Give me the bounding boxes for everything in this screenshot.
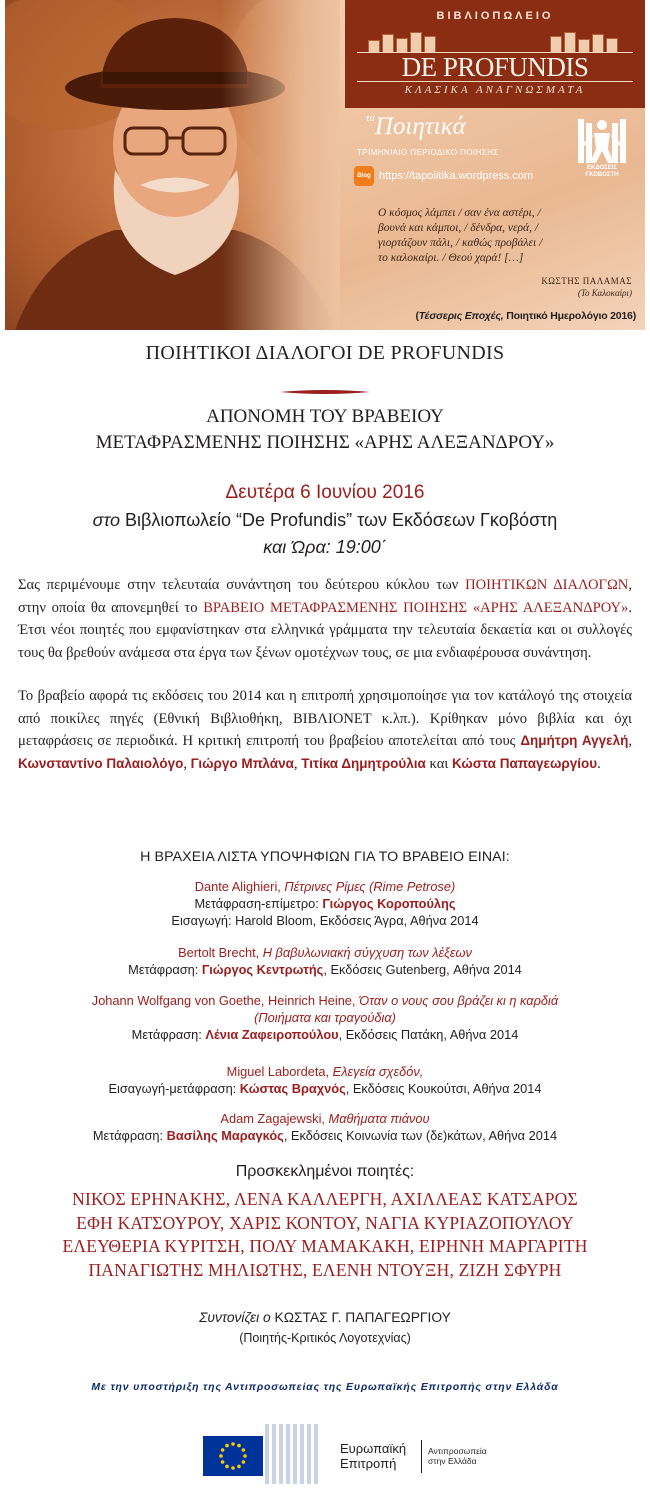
header-banner — [0, 0, 650, 330]
bookshop-label: ΒΙΒΛΙΟΠΩΛΕΙΟ — [436, 10, 554, 22]
support-line: Με την υποστήριξη της Αντιπροσωπείας της Ευρωπαϊκής Επιτροπής στην Ελλάδα — [91, 1381, 559, 1393]
invited-line: ΕΛΕΥΘΕΡΙΑ ΚΥΡΙΤΣΗ, ΠΟΛΥ ΜΑΜΑΚΑΚΗ, ΕΙΡΗΝΗ ΜΑΡΓΑΡΙΤΗ — [62, 1236, 588, 1256]
book-title: Η βαβυλωνιακή σύγχυση των λέξεων — [262, 945, 472, 960]
coordinator-prefix: Συντονίζει ο — [199, 1310, 275, 1325]
book-title: Μαθήματα πιάνου — [328, 1111, 430, 1126]
poetika-logo — [366, 113, 466, 141]
book-title: Όταν ο νους σου βράζει κι η καρδιά — [359, 993, 559, 1008]
shortlist-entry: Bertolt Brecht, Η βαβυλωνιακή σύγχυση των λέξεων Μετάφραση: Γιώργος Κεντρωτής, Εκδόσεις Gutenberg, Αθήνα 2014 — [128, 945, 522, 977]
quote-line: το καλοκαίρι. / Θεού χαρά! […] — [378, 252, 524, 264]
poet-portrait — [5, 0, 340, 330]
quote-line: γιορτάζουν πάλι, / καθώς προβάλει / — [378, 237, 543, 249]
source-rest: Ποιητικό Ημερολόγιο 2016) — [503, 310, 636, 322]
publisher-logo-text: ΕΚΔΟΣΕΙΣ ΓΚΟΒΟΣΤΗ — [585, 165, 619, 178]
quote-source: (Τέσσερις Εποχές, Ποιητικό Ημερολόγιο 2016) — [415, 310, 636, 322]
quote-work: (Το Καλοκαίρι) — [577, 288, 632, 298]
quote-line: βουνά και κάμποι, / δένδρα, νερά, / — [378, 222, 539, 234]
european-commission-logo-icon — [195, 1420, 325, 1490]
blog-icon: Blog — [354, 166, 374, 186]
translator-name: Κώστας Βραχνός — [239, 1081, 346, 1096]
divider-ornament — [280, 389, 370, 395]
book-title: Ελεγεία σχεδόν, — [332, 1064, 424, 1079]
invited-poets-list — [0, 1188, 650, 1282]
award-highlight: ΒΡΑΒΕΙΟ ΜΕΤΑΦΡΑΣΜΕΝΗΣ ΠΟΙΗΣΗΣ «ΑΡΗΣ ΑΛΕΞΑΝΔΡΟΥ» — [203, 599, 629, 616]
judge-name: Γιώργο Μπλάνα — [190, 755, 294, 771]
event-date: Δευτέρα 6 Ιουνίου 2016 — [225, 482, 425, 503]
shortlist-heading: Η ΒΡΑΧΕΙΑ ΛΙΣΤΑ ΥΠΟΨΗΦΙΩΝ ΓΙΑ ΤΟ ΒΡΑΒΕΙΟ ΕΙΝΑΙ: — [140, 849, 510, 865]
book-title: Πέτρινες Ρίμες (Rime Petrose) — [284, 879, 456, 894]
blog-url-link[interactable]: https://tapoiitika.wordpress.com — [379, 170, 534, 182]
ec-name: Ευρωπαϊκή Επιτροπή — [340, 1441, 407, 1471]
intro-paragraph-2: Το βραβείο αφορά τις εκδόσεις του 2014 και η επιτροπή χρησιμοποίησε για τον κατάλογό της στοιχεία από ποικίλες πηγές (Εθνική Βιβλιοθήκη, ΒΙΒΛΙΟΝΕΤ κ.λπ.). Κρίθηκαν μόνο βιβλία και όχι μεταφράσεις σε περιοδικά. Η κριτική επιτροπή του βραβείου αποτελείται από τους Δημήτρη Αγγελή, Κωνσταντίνο Παλαιολόγο, Γιώργο Μπλάνα, Τιτίκα Δημητρούλια και Κώστα Παπαγεωργίου. — [18, 688, 632, 772]
quote-line: Ο κόσμος λάμπει / σαν ένα αστέρι, / — [378, 207, 541, 219]
palamas-quote — [378, 206, 618, 266]
bookshop-subtitle: ΚΛΑΣΙΚΑ ΑΝΑΓΝΩΣΜΑΤΑ — [404, 84, 586, 96]
invited-line: ΠΑΝΑΓΙΩΤΗΣ ΜΗΛΙΩΤΗΣ, ΕΛΕΝΗ ΝΤΟΥΞΗ, ΖΙΖΗ ΣΦΥΡΗ — [88, 1259, 562, 1280]
bookshop-name: DE PROFUNDIS — [357, 52, 633, 82]
coordinator — [0, 1310, 650, 1325]
invited-line: ΕΦΗ ΚΑΤΣΟΥΡΟΥ, ΧΑΡΙΣ ΚΟΝΤΟΥ, ΝΑΓΙΑ ΚΥΡΙΑΖΟΠΟΥΛΟΥ — [76, 1212, 574, 1233]
poetika-prefix: τα — [366, 113, 375, 124]
book-subtitle: (Ποιήματα και τραγούδια) — [254, 1010, 396, 1025]
judge-name: Δημήτρη Αγγελή — [520, 733, 629, 748]
shortlist-entry: Miguel Labordeta, Ελεγεία σχεδόν, Εισαγωγή-μετάφραση: Κώστας Βραχνός, Εκδόσεις Κουκούτσι, Αθήνα 2014 — [108, 1064, 542, 1096]
translator-name: Βασίλης Μαραγκός — [166, 1128, 284, 1143]
venue-name: Βιβλιοπωλείο “De Profundis” των Εκδόσεων Γκοβόστη — [120, 510, 558, 530]
poetika-title: Ποιητικά — [374, 113, 466, 140]
coordinator-role: (Ποιητής-Κριτικός Λογοτεχνίας) — [239, 1331, 411, 1345]
judge-name: Κώστα Παπαγεωργίου — [451, 755, 598, 771]
coordinator-name: ΚΩΣΤΑΣ Γ. ΠΑΠΑΓΕΩΡΓΙΟΥ — [274, 1310, 451, 1325]
judge-name: Κωνσταντίνο Παλαιολόγο — [18, 755, 184, 771]
translator-name: Λένια Ζαφειροπούλου — [205, 1027, 339, 1042]
source-title: Τέσσερις Εποχές, — [418, 310, 504, 322]
translator-name: Γιώργος Κεντρωτής — [201, 962, 324, 977]
invited-line: ΝΙΚΟΣ ΕΡΗΝΑΚΗΣ, ΛΕΝΑ ΚΑΛΛΕΡΓΗ, ΑΧΙΛΛΕΑΣ ΚΑΤΣΑΡΟΣ — [72, 1189, 578, 1209]
judge-name: Τιτίκα Δημητρούλια — [301, 755, 426, 771]
series-title: ΠΟΙΗΤΙΚΟΙ ΔΙΑΛΟΓΟΙ DE PROFUNDIS — [145, 342, 505, 364]
ec-divider — [421, 1440, 422, 1473]
shortlist-entry: Dante Alighieri, Πέτρινες Ρίμες (Rime Petrose) Μετάφραση-επίμετρο: Γιώργος Κοροπούλης Εισαγωγή: Harold Bloom, Εκδόσεις Άγρα, Αθήνα 2014 — [171, 879, 479, 928]
shortlist-entry: Adam Zagajewski, Μαθήματα πιάνου Μετάφραση: Βασίλης Μαραγκός, Εκδόσεις Κοινωνία των (δε)κάτων, Αθήνα 2014 — [92, 1111, 558, 1143]
venue-prefix: στο — [92, 510, 121, 530]
intro-paragraph-1: Σας περιμένουμε στην τελευταία συνάντηση του δεύτερου κύκλου των ΠΟΙΗΤΙΚΩΝ ΔΙΑΛΟΓΩΝ, στην οποία θα απονεμηθεί το ΒΡΑΒΕΙΟ ΜΕΤΑΦΡΑΣΜΕΝΗΣ ΠΟΙΗΣΗΣ «ΑΡΗΣ ΑΛΕΞΑΝΔΡΟΥ». Έτσι νέοι ποιητές που εμφανίστηκαν στα ελληνικά γράμματα την τελευταία δεκαετία και οι συλλογές τους θα βρεθούν ανάμεσα στα έργα των ξένων ομοτέχνων τους, σε μια ενδιαφέρουσα συνάντηση. — [18, 577, 632, 661]
ec-representation: Αντιπροσωπεία στην Ελλάδα — [428, 1446, 487, 1466]
poetika-subtitle: ΤΡΙΜΗΝΙΑΙΟ ΠΕΡΙΟΔΙΚΟ ΠΟΙΗΣΗΣ — [357, 148, 499, 157]
quote-author: ΚΩΣΤΗΣ ΠΑΛΑΜΑΣ — [541, 276, 632, 286]
portrait-fade — [221, 0, 340, 330]
award-title-line-2: ΜΕΤΑΦΡΑΣΜΕΝΗΣ ΠΟΙΗΣΗΣ «ΑΡΗΣ ΑΛΕΞΑΝΔΡΟΥ» — [95, 432, 555, 453]
award-title-line-1: ΑΠΟΝΟΜΗ ΤΟΥ ΒΡΑΒΕΙΟΥ — [206, 406, 444, 427]
dialogoi-highlight: ΠΟΙΗΤΙΚΩΝ ΔΙΑΛΟΓΩΝ — [465, 577, 629, 593]
invited-heading: Προσκεκλημένοι ποιητές: — [235, 1163, 415, 1180]
event-time: και Ώρα: 19:00΄ — [263, 537, 387, 557]
translator-name: Γιώργος Κοροπούλης — [322, 896, 456, 911]
event-venue — [0, 510, 650, 531]
shortlist-entry: Johann Wolfgang von Goethe, Heinrich Heine, Όταν ο νους σου βράζει κι η καρδιά (Ποιήματα και τραγούδια) Μετάφραση: Λένια Ζαφειροπούλου, Εκδόσεις Πατάκη, Αθήνα 2014 — [91, 993, 559, 1042]
